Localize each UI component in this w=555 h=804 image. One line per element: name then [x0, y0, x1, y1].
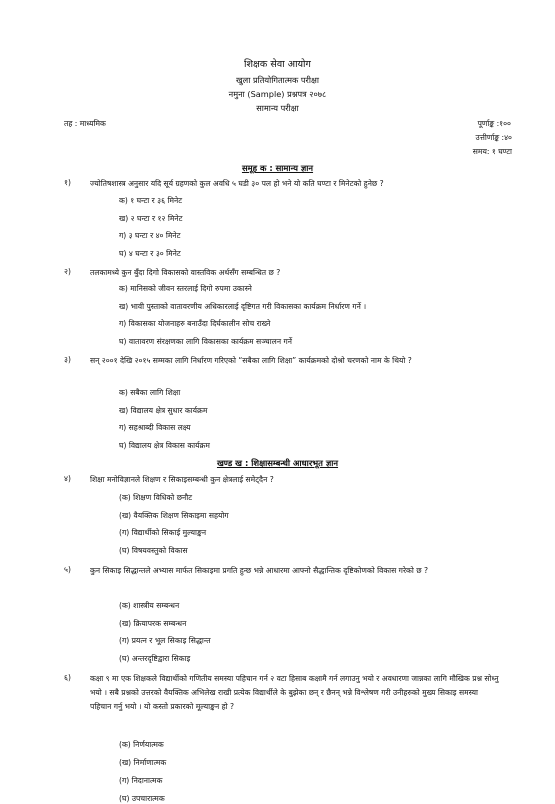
time-allowed: समय: १ घण्टा — [472, 147, 512, 156]
question-number: २) — [64, 267, 71, 276]
question-text: सन् २००१ देखि २०१५ सम्मका लागि निर्धारण गरिएको “सबैका लागि शिक्षा” कार्यक्रमको दोश्रो चरणको नाम के थियो ? — [90, 356, 412, 365]
option: घ) ४ घन्टा र ३० मिनेट — [119, 249, 181, 258]
full-marks: पूर्णाङ्क :१०० — [477, 119, 511, 128]
option: (ख) वैयक्तिक शिक्षण सिकाइमा सहयोग — [119, 511, 229, 520]
option: (ग) निदानात्मक — [119, 776, 163, 785]
option: (ख) निर्माणात्मक — [119, 758, 167, 767]
pass-marks: उत्तीर्णाङ्क :४० — [475, 133, 512, 142]
option: क) १ घन्टा र ३६ मिनेट — [119, 196, 183, 205]
option: (ग) प्रयत्न र भूल सिकाइ सिद्धान्त — [119, 636, 211, 645]
option: (क) शास्त्रीय सम्बन्धन — [119, 601, 180, 610]
option: ग) ३ घन्टा र ४० मिनेट — [119, 231, 181, 240]
question-number: ४) — [64, 474, 71, 483]
question-number: ६) — [64, 673, 71, 682]
sample-paper-line: नमुना (Sample) प्रश्नपत्र २०७८ — [228, 89, 327, 99]
option: ग) विकासका योजनाहरु बनाउँदा दिर्घकालीन सोच राख्ने — [119, 319, 271, 328]
option: (ग) विद्यार्थीको सिकाई मुल्याङ्कन — [119, 528, 207, 537]
question-text: कुन सिकाइ सिद्धान्तले अभ्यास मार्फत सिकाइमा प्रगति हुन्छ भन्ने आधारमा आफ्नो सैद्धान्तिक दृष्टिकोणको विकास गरेको छ ? — [90, 566, 429, 575]
question-text: कक्षा ९ मा एक शिक्षकले विद्यार्थीको गणितीय समस्या पहिचान गर्न २ वटा हिसाब कक्षामै गर्न लगाउनु भयो र अवधारणा जान्नका लागि मौखिक प्रश्न सोध्नु भयो । सबै प्रश्नको उत्तरको वैयक्तिक अभिलेख राखी प्रत्येक विद्यार्थीले के बुझेका छन् र छैनन् भन्ने विश्लेषण गरी उनीहरुको मुख्य सिकाइ समस्या पहिचान गर्नु भयो । यो कस्तो प्रकारको मूल्याङ्कन हो ? — [90, 674, 499, 712]
option: ख) भावी पुस्ताको वातावरणीय अधिकारलाई दृष्टिगत गरी विकासका कार्यक्रम निर्धारण गर्ने । — [119, 302, 367, 311]
option: क) सबैका लागि शिक्षा — [119, 388, 181, 397]
level-label: तह : माध्यमिक — [64, 119, 106, 128]
option: ख) विद्यालय क्षेत्र सुधार कार्यक्रम — [119, 406, 208, 415]
option: ख) २ घन्टा र १२ मिनेट — [119, 214, 183, 223]
question-number: ५) — [64, 565, 71, 574]
section-b-title: खण्ड ख : शिक्षासम्बन्धी आधारभूत ज्ञान — [216, 458, 339, 468]
question-text: शिक्षा मनोविज्ञानले शिक्षण र सिकाइसम्बन्धी कुन क्षेत्रलाई समेट्दैन ? — [90, 475, 274, 484]
option: (क) निर्णयात्मक — [119, 740, 164, 749]
option: क) मानिसको जीवन स्तरलाई दिगो रुपमा उकास्ने — [119, 284, 252, 293]
question-number: ३) — [64, 355, 71, 364]
option: (घ) अन्तरदृष्टिद्वारा सिकाइ — [119, 654, 191, 663]
option: (घ) उपचारात्मक — [119, 794, 165, 803]
paper-name: सामान्य परीक्षा — [256, 103, 299, 113]
option: (ख) क्रियापरक सम्बन्धन — [119, 619, 187, 628]
question-text: तलकामध्ये कुन बुँदा दिगो विकासको वास्तविक अर्थसँग सम्बन्धित छ ? — [90, 268, 281, 277]
question-number: १) — [64, 178, 71, 187]
commission-title: शिक्षक सेवा आयोग — [244, 59, 311, 70]
option: घ) वातावरण संरक्षणका लागि विकासका कार्यक्रम सञ्चालन गर्ने — [119, 337, 292, 346]
option: (क) शिक्षण विधिको छनौट — [119, 493, 193, 502]
option: (घ) विषयवस्तुको विकास — [119, 546, 188, 555]
question-text: ज्योतिषशास्त्र अनुसार यदि सूर्य ग्रहणको कुल अवधि ५ घडी ३० पल हो भने यो कति घण्टा र मिनेटको हुनेछ ? — [90, 179, 384, 188]
option: ग) सहश्राब्दी विकास लक्ष्य — [119, 423, 191, 432]
option: घ) विद्यालय क्षेत्र विकास कार्यक्रम — [119, 441, 210, 450]
section-a-title: समूह क : सामान्य ज्ञान — [241, 163, 314, 173]
exam-type: खुला प्रतियोगितात्मक परीक्षा — [235, 75, 319, 85]
